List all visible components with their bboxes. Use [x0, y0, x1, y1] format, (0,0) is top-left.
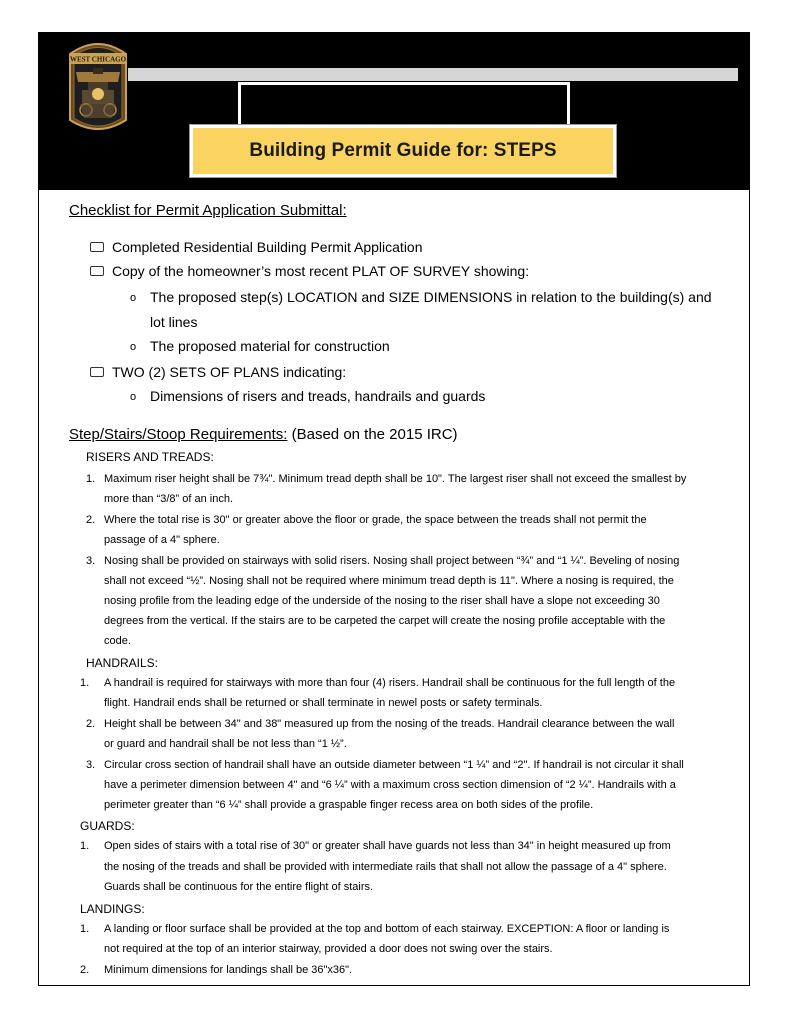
- section-label-guards: GUARDS:: [80, 819, 135, 833]
- checkbox-icon[interactable]: [90, 242, 104, 252]
- bullet-icon: o: [130, 391, 137, 403]
- requirement-line: shall not exceed “½”. Nosing shall not be required where minimum tread depth is 11". Where a nosing is required, the: [104, 575, 674, 587]
- requirement-line: the nosing of the treads and shall be provided with intermediate rails that shall not allow the passage of a 4" sphere.: [104, 861, 667, 873]
- list-number: 2.: [80, 964, 90, 976]
- requirement-line: not required at the top of an interior stairway, provided a door does not swing over the stairs.: [104, 943, 553, 955]
- list-number: 2.: [86, 514, 96, 526]
- requirement-line: have a perimeter dimension between 4" and “6 ¼” with a maximum cross section dimension of “2 ¼”. Handrails with a: [104, 779, 676, 791]
- checklist-heading: Checklist for Permit Application Submittal:: [69, 202, 347, 219]
- list-number: 1.: [80, 677, 90, 689]
- section-label-landings: LANDINGS:: [80, 902, 145, 916]
- requirement-line: perimeter greater than “6 ¼” shall provide a graspable finger recess area on both sides of the profile.: [104, 799, 594, 811]
- checkbox-icon[interactable]: [90, 367, 104, 377]
- requirement-line: Height shall be between 34" and 38" measured up from the nosing of the treads. Handrail clearance between the wall: [104, 718, 675, 730]
- requirement-line: Nosing shall be provided on stairways with solid risers. Nosing shall project between “¾” and “1 ¼”. Beveling of nosing: [104, 555, 680, 567]
- list-number: 2.: [86, 718, 96, 730]
- checklist-item: Completed Residential Building Permit Application: [112, 239, 423, 255]
- list-number: 1.: [86, 473, 96, 485]
- checklist-subitem: Dimensions of risers and treads, handrails and guards: [150, 388, 486, 404]
- requirement-line: flight. Handrail ends shall be returned or shall terminate in newel posts or safety terminals.: [104, 697, 543, 709]
- checklist-item: Copy of the homeowner’s most recent PLAT OF SURVEY showing:: [112, 263, 530, 279]
- bullet-icon: o: [130, 292, 137, 304]
- requirements-heading: Step/Stairs/Stoop Requirements:: [69, 426, 288, 443]
- list-number: 1.: [80, 923, 90, 935]
- logo-text: WEST CHICAGO: [69, 55, 127, 64]
- checklist-item: TWO (2) SETS OF PLANS indicating:: [112, 364, 347, 380]
- list-number: 3.: [86, 759, 96, 771]
- bullet-icon: o: [130, 341, 137, 353]
- list-number: 1.: [80, 840, 90, 852]
- requirement-line: or guard and handrail shall be not less than “1 ½”.: [104, 738, 347, 750]
- list-number: 3.: [86, 555, 96, 567]
- requirement-line: Where the total rise is 30" or greater above the floor or grade, the space between the treads shall not permit the: [104, 514, 647, 526]
- checkbox-icon[interactable]: [90, 266, 104, 276]
- page-title: Building Permit Guide for: STEPS: [249, 140, 557, 161]
- requirement-line: nosing profile from the leading edge of the underside of the nosing to the riser shall have a slope not exceeding 30: [104, 595, 660, 607]
- requirement-line: Maximum riser height shall be 7¾". Minimum tread depth shall be 10". The largest riser shall not exceed the smallest by: [104, 473, 687, 485]
- section-label-handrails: HANDRAILS:: [86, 656, 159, 670]
- requirement-line: code.: [104, 635, 131, 647]
- requirement-line: passage of a 4" sphere.: [104, 534, 220, 546]
- checklist-subitem-continued: lot lines: [150, 314, 198, 330]
- requirement-line: degrees from the vertical. If the stairs are to be carpeted the carpet will create the nosing profile acceptable with the: [104, 615, 666, 627]
- requirements-note: (Based on the 2015 IRC): [287, 426, 458, 443]
- requirement-line: Minimum dimensions for landings shall be 36"x36".: [104, 964, 353, 976]
- section-label-risers: RISERS AND TREADS:: [86, 450, 214, 464]
- checklist-subitem: The proposed material for construction: [150, 338, 390, 354]
- requirement-line: more than “3/8” of an inch.: [104, 493, 234, 505]
- requirements-heading-row: [69, 426, 458, 444]
- requirement-line: Circular cross section of handrail shall have an outside diameter between “1 ¼” and “2". If handrail is not circular it shall: [104, 759, 684, 771]
- checklist-subitem: The proposed step(s) LOCATION and SIZE DIMENSIONS in relation to the building(s) and: [150, 289, 712, 305]
- requirement-line: Open sides of stairs with a total rise of 30" or greater shall have guards not less than 34" in height measured up from: [104, 840, 671, 852]
- requirement-line: Guards shall be continuous for the entire flight of stairs.: [104, 881, 374, 893]
- requirement-line: A handrail is required for stairways with more than four (4) risers. Handrail shall be continuous for the full length of the: [104, 677, 676, 689]
- requirement-line: A landing or floor surface shall be provided at the top and bottom of each stairway. EXCEPTION: A floor or landing is: [104, 923, 670, 935]
